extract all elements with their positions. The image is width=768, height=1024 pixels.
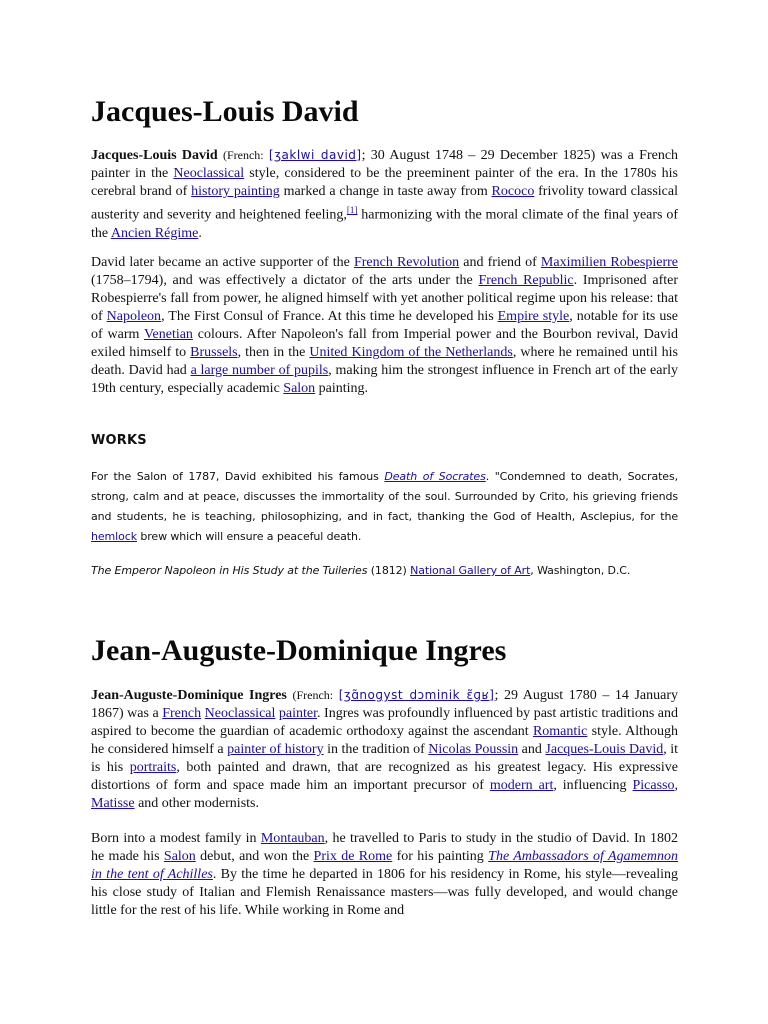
link-picasso[interactable]: Picasso	[632, 778, 675, 793]
paragraph-text: , making him the strongest influence in French art of the early 19th century, especially academic	[91, 363, 678, 396]
paragraph-text: colours. After Napoleon's fall from Imperial power and the Bourbon revival, David exiled himself to	[91, 327, 678, 360]
link-matisse[interactable]: Matisse	[91, 796, 135, 811]
link-salon[interactable]: Salon	[283, 381, 316, 396]
paragraph-text: style. Although he considered himself a	[91, 724, 678, 757]
link-romantic[interactable]: Romantic	[532, 724, 588, 739]
paragraph-text: , The First Consul of France. At this time he developed his	[161, 309, 498, 324]
link-prix-de-rome[interactable]: Prix de Rome	[313, 849, 393, 864]
paragraph-text: for his painting	[392, 849, 489, 864]
link-painter-of-history[interactable]: painter of history	[227, 742, 324, 757]
link-ancien-regime[interactable]: Ancien Régime	[110, 225, 199, 241]
paragraph-text: , where he remained until his death. David had	[91, 345, 678, 378]
link-modern-art[interactable]: modern art	[489, 778, 554, 793]
paragraph-text: , both painted and drawn, that are recognized as his greatest legacy. His expressive distortions of form and space made him an important precursor of	[91, 760, 678, 793]
link-brussels[interactable]: Brussels	[190, 345, 238, 360]
paragraph-text: and	[518, 742, 546, 757]
paragraph-text: , he travelled to Paris to study in the studio of David. In 1802 he made his	[91, 831, 678, 864]
link-ambassadors-of-agamemnon[interactable]: The Ambassadors of Agamemnon in the tent of Achilles	[91, 849, 679, 882]
link-venetian[interactable]: Venetian	[143, 327, 193, 342]
link-portraits[interactable]: portraits	[129, 760, 177, 775]
link-french-revolution[interactable]: French Revolution	[353, 255, 460, 270]
link-empire-style[interactable]: Empire style	[497, 309, 570, 324]
link-history-painting[interactable]: history painting	[191, 184, 280, 199]
paragraph-text: ; 30 August 1748 – 29 December 1825) was a French painter in the	[91, 148, 679, 181]
ingres-career-paragraph	[91, 830, 678, 920]
link-death-of-socrates[interactable]: Death of Socrates	[384, 470, 486, 483]
link-neoclassical[interactable]: Neoclassical	[204, 706, 276, 721]
article-title-david: Jacques-Louis David	[91, 95, 359, 128]
paragraph-text: frivolity toward classical austerity and severity and heightened feeling,	[91, 184, 678, 223]
paragraph-text: Born into a modest family in	[91, 831, 261, 846]
paragraph-text: . "Condemned to death, Socrates, strong, calm and at peace, discusses the immortality of the soul. Surrounded by Crito, his grieving friends and students, he is teaching, philosophizing, and in fact, thanking the God of Health, Asclepius, for the	[91, 470, 679, 523]
link-robespierre[interactable]: Maximilien Robespierre	[540, 255, 678, 270]
paragraph-text: , influencing	[553, 778, 633, 793]
link-neoclassical[interactable]: Neoclassical	[173, 166, 245, 181]
paragraph-text: . Imprisoned after Robespierre's fall from power, he aligned himself with yet another political regime upon his release: that of	[91, 273, 679, 324]
artwork-caption	[91, 561, 678, 581]
paragraph-text: For the Salon of 1787, David exhibited his famous	[91, 470, 385, 483]
paragraph-text: . Ingres was profoundly influenced by past artistic traditions and aspired to become the guardian of academic orthodoxy against the ascendant	[91, 706, 679, 739]
paragraph-text: marked a change in taste away from	[279, 184, 492, 199]
paragraph-text: painting.	[315, 381, 369, 396]
paragraph-text: , then in the	[237, 345, 310, 360]
link-national-gallery[interactable]: National Gallery of Art	[410, 564, 531, 577]
paragraph-text: ,	[674, 778, 678, 793]
paragraph-text: (1758–1794), and was effectively a dictator of the arts under the	[91, 273, 479, 288]
paragraph-text: in the tradition of	[323, 742, 429, 757]
subject-name: Jean-Auguste-Dominique Ingres	[91, 688, 287, 703]
link-poussin[interactable]: Nicolas Poussin	[428, 742, 519, 757]
paragraph-text: .	[198, 225, 202, 241]
paragraph-text: ; 29 August 1780 – 14 January 1867) was a	[91, 688, 679, 721]
paragraph-text: (1812)	[367, 564, 411, 577]
artwork-title: The Emperor Napoleon in His Study at the Tuileries	[91, 564, 368, 577]
article-title-ingres: Jean-Auguste-Dominique Ingres	[91, 634, 507, 667]
link-napoleon[interactable]: Napoleon	[106, 309, 162, 324]
ipa-pronunciation-link[interactable]: [ʒɑ̃noɡyst dɔminik ɛ̃ɡʁ]	[338, 688, 495, 702]
link-netherlands[interactable]: United Kingdom of the Netherlands	[309, 345, 513, 360]
link-salon[interactable]: Salon	[163, 849, 196, 864]
link-hemlock[interactable]: hemlock	[91, 530, 137, 543]
link-pupils[interactable]: a large number of pupils	[190, 363, 329, 378]
paragraph-text: brew which will ensure a peaceful death.	[136, 530, 362, 543]
link-rococo[interactable]: Rococo	[491, 184, 535, 199]
ingres-intro-paragraph	[91, 686, 678, 813]
paragraph-text: and other modernists.	[134, 796, 259, 811]
david-career-paragraph	[91, 254, 678, 398]
language-label: (French:	[292, 688, 334, 702]
paragraph-text: . By the time he departed in 1806 for his residency in Rome, his style—revealing his close study of Italian and Flemish Renaissance masters—was fully developed, and would change little for the rest of his life. While working in Rome and	[91, 867, 678, 918]
link-jacques-louis-david[interactable]: Jacques-Louis David	[545, 742, 664, 757]
paragraph-text: harmonizing with the moral climate of the final years of the	[91, 207, 678, 241]
ipa-pronunciation-link[interactable]: [ʒaklwi david]	[268, 148, 362, 162]
link-french-republic[interactable]: French Republic	[478, 273, 574, 288]
link-montauban[interactable]: Montauban	[260, 831, 325, 846]
link-french[interactable]: French	[162, 706, 202, 721]
paragraph-text: David later became an active supporter of the	[91, 255, 354, 270]
works-paragraph	[91, 467, 678, 547]
paragraph-text: and friend of	[459, 255, 541, 270]
paragraph-text: , it is his	[91, 742, 679, 775]
paragraph-text: , notable for its use of warm	[91, 309, 678, 342]
link-painter[interactable]: painter	[278, 706, 318, 721]
works-heading: WORKS	[91, 433, 147, 448]
paragraph-text: debut, and won the	[195, 849, 314, 864]
citation-link[interactable]: [1]	[346, 205, 358, 215]
david-intro-paragraph	[91, 146, 678, 243]
paragraph-text: , Washington, D.C.	[530, 564, 631, 577]
language-label: (French:	[222, 148, 264, 162]
subject-name: Jacques-Louis David	[91, 148, 218, 163]
paragraph-text: style, considered to be the preeminent painter of the era. In the 1780s his cerebral brand of	[91, 166, 678, 199]
